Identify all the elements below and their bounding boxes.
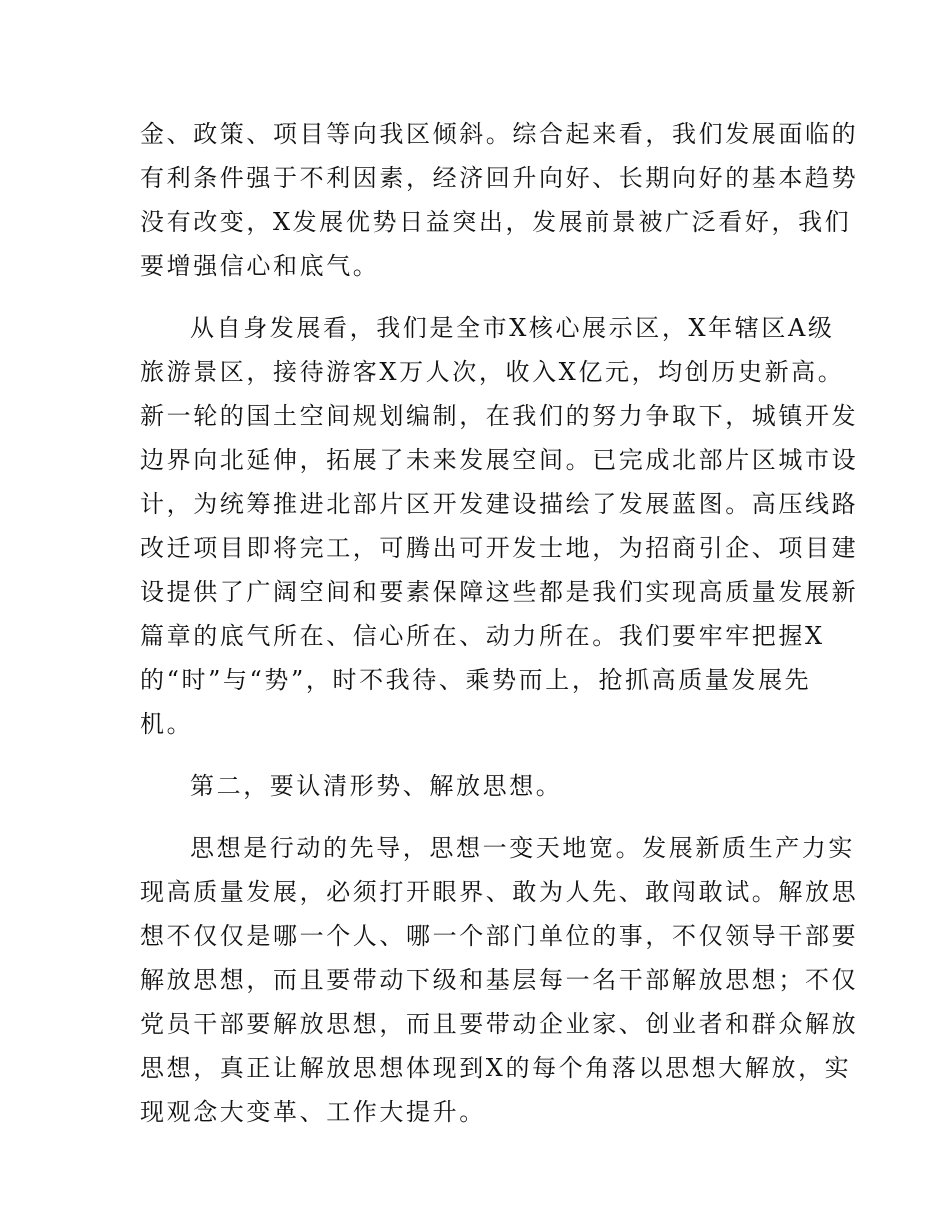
paragraph-line: 有利条件强于不利因素，经济回升向好、长期向好的基本趋势 [140, 164, 859, 192]
paragraph-line: 旅游景区，接待游客X万人次，收入X亿元，均创历史新高。 [140, 358, 845, 386]
paragraph-line: 改迁项目即将完工，可腾出可开发士地，为招商引企、项目建 [140, 534, 859, 562]
paragraph-line: 的“时”与“势”，时不我待、乘势而上，抢抓高质量发展先 [140, 666, 812, 694]
paragraph-line: 从自身发展看，我们是全市X核心展示区，X年辖区A级 [190, 314, 835, 342]
paragraph-line: 设提供了广阔空间和要素保障这些都是我们实现高质量发展新 [140, 578, 859, 606]
paragraph-line: 现观念大变革、工作大提升。 [140, 1098, 486, 1126]
paragraph-line: 要增强信心和底气。 [140, 252, 380, 280]
paragraph-4 [140, 826, 859, 1134]
paragraph-line: 现高质量发展，必须打开眼界、敢为人先、敢闯敢试。解放思 [140, 878, 859, 906]
paragraph-line: 篇章的底气所在、信心所在、动力所在。我们要牢牢把握X [140, 622, 825, 650]
paragraph-line: 计，为统筹推进北部片区开发建设描绘了发展蓝图。高压线路 [140, 490, 859, 518]
paragraph-3-heading [140, 764, 812, 808]
paragraph-line: 新一轮的国土空间规划编制，在我们的努力争取下，城镇开发 [140, 402, 859, 430]
paragraph-line: 思想，真正让解放思想体现到X的每个角落以思想大解放，实 [140, 1054, 852, 1082]
paragraph-line: 金、政策、项目等向我区倾斜。综合起来看，我们发展面临的 [140, 120, 859, 148]
paragraph-line: 思想是行动的先导，思想一变天地宽。发展新质生产力实 [190, 834, 855, 862]
paragraph-line: 想不仅仅是哪一个人、哪一个部门单位的事，不仅领导干部要 [140, 922, 859, 950]
document-body [140, 112, 859, 1152]
paragraph-line: 机。 [140, 710, 194, 738]
paragraph-2 [140, 306, 859, 746]
paragraph-line: 边界向北延伸，拓展了未来发展空间。已完成北部片区城市设 [140, 446, 859, 474]
paragraph-line: 没有改变，X发展优势日益突出，发展前景被广泛看好，我们 [140, 208, 852, 236]
paragraph-line: 解放思想，而且要带动下级和基层每一名干部解放思想；不仅 [140, 966, 859, 994]
paragraph-1 [140, 112, 859, 288]
paragraph-line: 党员干部要解放思想，而且要带动企业家、创业者和群众解放 [140, 1010, 859, 1038]
section-heading: 第二，要认清形势、解放思想。 [190, 772, 563, 800]
